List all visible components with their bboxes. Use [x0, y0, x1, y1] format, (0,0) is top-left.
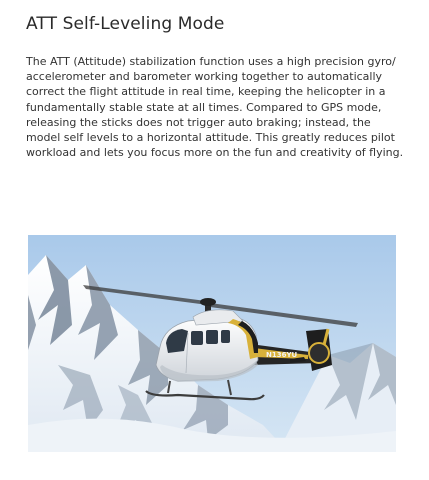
helicopter-photo	[28, 235, 396, 452]
description-paragraph: The ATT (Attitude) stabilization function uses a high precision gyro/ accelerometer and barometer working together to automatically correct the flight attitude in real time, keeping the helicopter in a fundamentally stable state at all times. Compared to GPS mode, releasing the sticks does not trigger auto braking; instead, the model self levels to a horizontal attitude. This greatly reduces pilot workload and lets you focus more on the fun and creativity of flying.	[26, 55, 404, 160]
fuselage-registration: N136YU	[266, 351, 298, 359]
page-title: ATT Self-Leveling Mode	[26, 14, 225, 34]
